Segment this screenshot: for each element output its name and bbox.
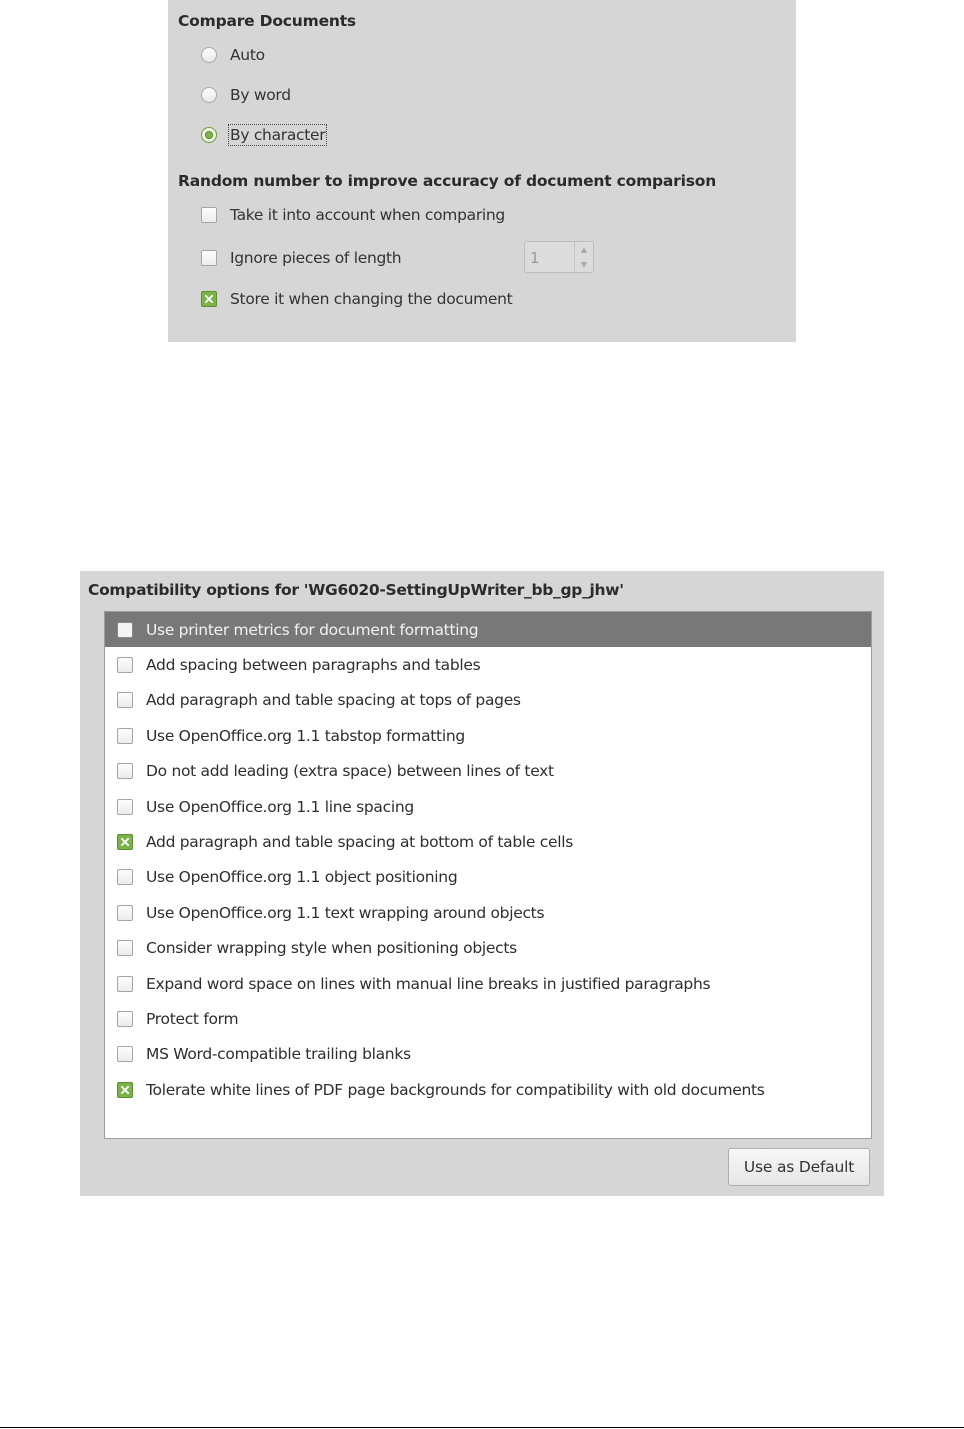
- stepper-buttons: [574, 242, 593, 272]
- list-item-label: Add paragraph and table spacing at tops of pages: [146, 691, 521, 710]
- radio-button-icon[interactable]: [201, 87, 217, 103]
- list-item-label: Use OpenOffice.org 1.1 tabstop formatting: [146, 726, 465, 745]
- checkbox-take-into-account[interactable]: [201, 204, 505, 226]
- checkbox-icon[interactable]: [201, 250, 217, 266]
- checkbox-icon[interactable]: [117, 905, 133, 921]
- list-item-label: Protect form: [146, 1009, 239, 1028]
- store-it-label: Store it when changing the document: [230, 290, 513, 308]
- list-item[interactable]: [105, 966, 871, 1001]
- checkbox-store-it[interactable]: [201, 288, 512, 310]
- spin-down-arrow-icon[interactable]: ▼: [580, 259, 588, 269]
- checkbox-icon[interactable]: [117, 692, 133, 708]
- compatibility-options-heading: Compatibility options for 'WG6020-SettingUpWriter_bb_gp_jhw': [88, 581, 624, 599]
- list-item[interactable]: [105, 683, 871, 718]
- list-item-label: Consider wrapping style when positioning objects: [146, 939, 517, 958]
- checkbox-icon[interactable]: [201, 207, 217, 223]
- radio-by-character-label: By character: [230, 126, 326, 144]
- checkbox-icon[interactable]: [117, 728, 133, 744]
- checkbox-icon[interactable]: [117, 940, 133, 956]
- radio-by-word[interactable]: [201, 84, 291, 106]
- take-into-account-label: Take it into account when comparing: [230, 206, 505, 224]
- radio-auto[interactable]: [201, 44, 265, 66]
- list-item[interactable]: [105, 754, 871, 789]
- radio-auto-label: Auto: [230, 46, 265, 64]
- compare-documents-heading: Compare Documents: [178, 12, 356, 30]
- checkbox-checked-icon[interactable]: [117, 834, 133, 850]
- list-item[interactable]: [105, 718, 871, 753]
- checkbox-icon[interactable]: [117, 622, 133, 638]
- list-item-label: Do not add leading (extra space) between lines of text: [146, 762, 554, 781]
- radio-button-selected-icon[interactable]: [201, 127, 217, 143]
- radio-button-icon[interactable]: [201, 47, 217, 63]
- checkbox-icon[interactable]: [117, 1046, 133, 1062]
- list-item[interactable]: [105, 895, 871, 930]
- spin-up-arrow-icon[interactable]: ▲: [580, 244, 588, 254]
- list-item[interactable]: [105, 1001, 871, 1036]
- list-item-label: Tolerate white lines of PDF page backgrounds for compatibility with old documents: [146, 1080, 765, 1099]
- ignore-pieces-length-stepper[interactable]: [524, 241, 594, 273]
- checkbox-icon[interactable]: [117, 799, 133, 815]
- checkbox-icon[interactable]: [117, 1011, 133, 1027]
- list-item[interactable]: [105, 1037, 871, 1072]
- list-item[interactable]: [105, 789, 871, 824]
- checkbox-icon[interactable]: [117, 657, 133, 673]
- list-item[interactable]: [105, 612, 871, 647]
- compatibility-options-panel: [80, 571, 884, 1196]
- list-item-label: Add spacing between paragraphs and tables: [146, 656, 481, 675]
- list-item-label: Add paragraph and table spacing at bottom of table cells: [146, 833, 574, 852]
- list-item-label: Expand word space on lines with manual line breaks in justified paragraphs: [146, 974, 711, 993]
- list-item-label: Use printer metrics for document formatting: [146, 620, 479, 639]
- compatibility-options-list[interactable]: [104, 611, 872, 1139]
- list-item-label: Use OpenOffice.org 1.1 text wrapping around objects: [146, 903, 545, 922]
- checkbox-checked-icon[interactable]: [117, 1082, 133, 1098]
- checkbox-icon[interactable]: [117, 976, 133, 992]
- checkbox-icon[interactable]: [117, 763, 133, 779]
- list-item[interactable]: [105, 1072, 871, 1107]
- compare-documents-panel: [168, 0, 796, 342]
- list-item[interactable]: [105, 647, 871, 682]
- list-item[interactable]: [105, 860, 871, 895]
- list-item-label: Use OpenOffice.org 1.1 line spacing: [146, 797, 414, 816]
- checkbox-ignore-pieces[interactable]: [201, 247, 401, 269]
- ignore-pieces-label: Ignore pieces of length: [230, 249, 402, 267]
- checkbox-checked-icon[interactable]: [201, 291, 217, 307]
- stepper-value[interactable]: 1: [530, 249, 540, 267]
- page-divider: [0, 1427, 964, 1428]
- list-item[interactable]: [105, 824, 871, 859]
- list-item-label: MS Word-compatible trailing blanks: [146, 1045, 411, 1064]
- radio-by-word-label: By word: [230, 86, 291, 104]
- random-number-heading: Random number to improve accuracy of document comparison: [178, 172, 717, 190]
- list-item-label: Use OpenOffice.org 1.1 object positioning: [146, 868, 458, 887]
- use-as-default-button[interactable]: Use as Default: [728, 1148, 870, 1186]
- checkbox-icon[interactable]: [117, 869, 133, 885]
- list-item[interactable]: [105, 931, 871, 966]
- radio-by-character[interactable]: [201, 124, 325, 146]
